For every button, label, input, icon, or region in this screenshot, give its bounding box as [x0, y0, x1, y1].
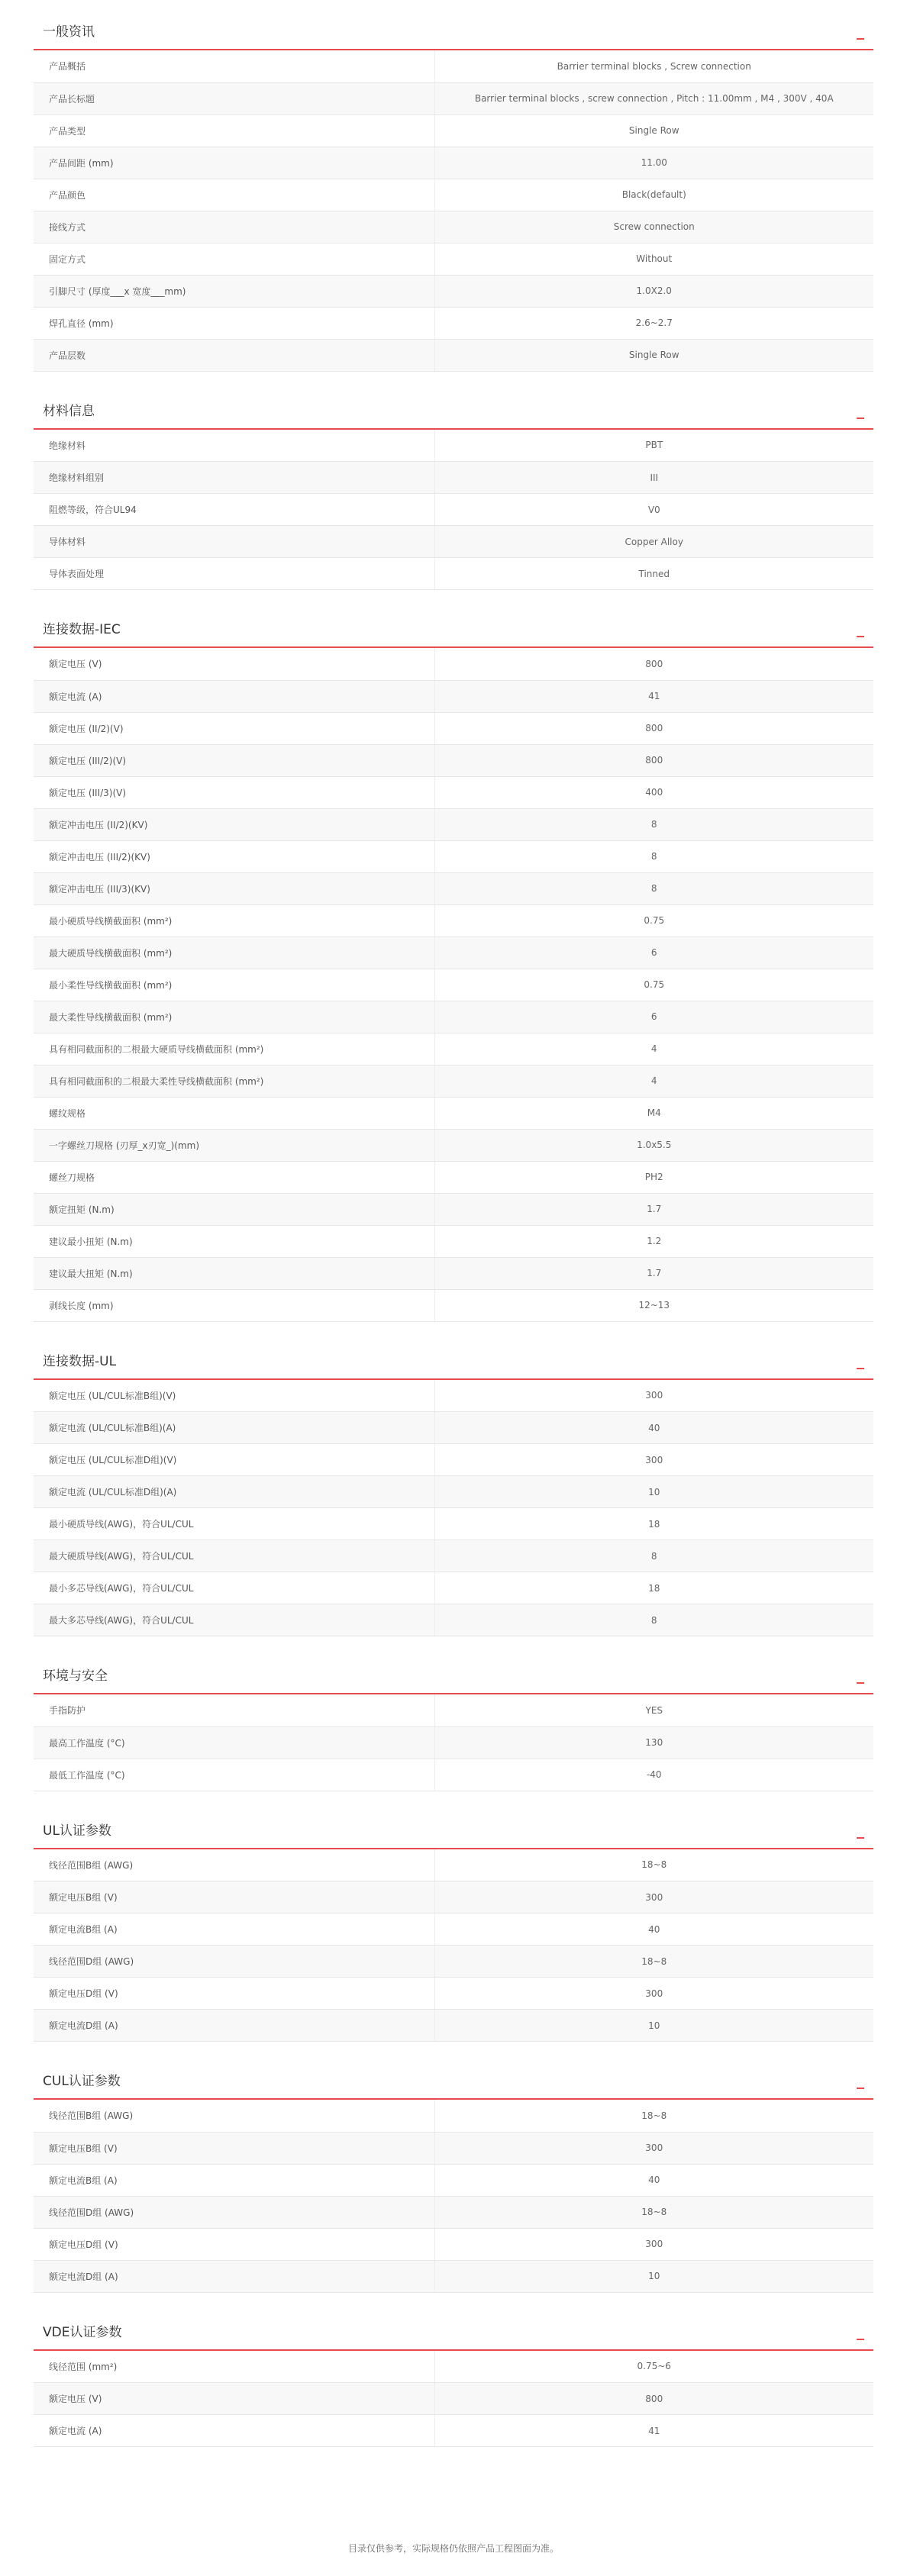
- table-row: [34, 1097, 873, 1129]
- spec-table: [34, 1694, 873, 1791]
- table-row: [34, 1978, 873, 2010]
- spec-value: 8: [434, 808, 873, 840]
- spec-value: -40: [434, 1759, 873, 1791]
- table-row: [34, 1001, 873, 1033]
- spec-label: 引脚尺寸 (厚度___x 宽度___mm): [34, 275, 434, 307]
- collapse-minus-icon[interactable]: [857, 38, 864, 40]
- spec-label: 固定方式: [34, 243, 434, 275]
- spec-label: 导体材料: [34, 526, 434, 558]
- spec-label: 最小硬质导线横截面积 (mm²): [34, 904, 434, 937]
- table-row: [34, 147, 873, 179]
- table-row: [34, 1193, 873, 1225]
- spec-value: 18~8: [434, 1946, 873, 1978]
- spec-label: 建议最小扭矩 (N.m): [34, 1225, 434, 1257]
- table-row: [34, 494, 873, 526]
- table-row: [34, 50, 873, 82]
- spec-value: 2.6~2.7: [434, 307, 873, 339]
- spec-value: 1.7: [434, 1257, 873, 1289]
- spec-value: 41: [434, 680, 873, 712]
- spec-value: 800: [434, 744, 873, 776]
- table-row: [34, 2351, 873, 2383]
- spec-label: 具有相同截面积的二根最大硬质导线横截面积 (mm²): [34, 1033, 434, 1065]
- table-row: [34, 1257, 873, 1289]
- spec-label: 产品概括: [34, 50, 434, 82]
- spec-value: 40: [434, 2164, 873, 2196]
- spec-label: 额定电流 (UL/CUL标准B组)(A): [34, 1412, 434, 1444]
- spec-label: 焊孔直径 (mm): [34, 307, 434, 339]
- table-row: [34, 2415, 873, 2447]
- spec-label: 产品类型: [34, 114, 434, 147]
- spec-label: 具有相同截面积的二根最大柔性导线横截面积 (mm²): [34, 1065, 434, 1097]
- section-title: VDE认证参数: [43, 2324, 122, 2340]
- spec-value: Single Row: [434, 339, 873, 371]
- section-title: 连接数据-UL: [43, 1353, 117, 1369]
- spec-label: 最小硬质导线(AWG)，符合UL/CUL: [34, 1508, 434, 1540]
- spec-value: YES: [434, 1694, 873, 1726]
- spec-value: Without: [434, 243, 873, 275]
- spec-label: 额定冲击电压 (III/3)(KV): [34, 872, 434, 904]
- section-title: 材料信息: [43, 403, 95, 419]
- section-header[interactable]: [34, 393, 873, 430]
- section-header[interactable]: [34, 1813, 873, 1849]
- spec-section: [34, 1658, 873, 1791]
- spec-label: 额定电压B组 (V): [34, 2132, 434, 2164]
- spec-table: [34, 50, 873, 372]
- spec-label: 额定电压 (V): [34, 2383, 434, 2415]
- spec-value: Copper Alloy: [434, 526, 873, 558]
- spec-label: 线径范围D组 (AWG): [34, 2196, 434, 2228]
- spec-value: 130: [434, 1726, 873, 1759]
- table-row: [34, 526, 873, 558]
- table-row: [34, 1289, 873, 1321]
- spec-value: 300: [434, 1978, 873, 2010]
- footer-note: 目录仅供参考，实际规格仍依照产品工程图面为准。: [347, 2543, 559, 2554]
- table-row: [34, 1946, 873, 1978]
- spec-value: III: [434, 462, 873, 494]
- table-row: [34, 339, 873, 371]
- section-title: 连接数据-IEC: [43, 622, 121, 637]
- table-row: [34, 1476, 873, 1508]
- spec-label: 产品长标题: [34, 82, 434, 114]
- table-row: [34, 1225, 873, 1257]
- spec-value: 12~13: [434, 1289, 873, 1321]
- spec-label: 额定电流D组 (A): [34, 2010, 434, 2042]
- spec-label: 手指防护: [34, 1694, 434, 1726]
- spec-value: V0: [434, 494, 873, 526]
- section-header[interactable]: [34, 2314, 873, 2351]
- table-row: [34, 2100, 873, 2132]
- spec-value: 300: [434, 2228, 873, 2260]
- spec-value: 18: [434, 1572, 873, 1604]
- spec-value: 8: [434, 1604, 873, 1636]
- table-row: [34, 904, 873, 937]
- section-header[interactable]: [34, 611, 873, 648]
- spec-value: 4: [434, 1033, 873, 1065]
- spec-value: 40: [434, 1913, 873, 1946]
- spec-label: 额定电流B组 (A): [34, 1913, 434, 1946]
- table-row: [34, 1913, 873, 1946]
- table-row: [34, 680, 873, 712]
- spec-label: 产品间距 (mm): [34, 147, 434, 179]
- spec-value: 1.0x5.5: [434, 1129, 873, 1161]
- table-row: [34, 211, 873, 243]
- table-row: [34, 1849, 873, 1881]
- spec-label: 最大硬质导线(AWG)，符合UL/CUL: [34, 1540, 434, 1572]
- table-row: [34, 840, 873, 872]
- spec-value: Tinned: [434, 558, 873, 590]
- spec-label: 螺丝刀规格: [34, 1161, 434, 1193]
- spec-label: 最低工作温度 (°C): [34, 1759, 434, 1791]
- spec-label: 最大多芯导线(AWG)，符合UL/CUL: [34, 1604, 434, 1636]
- spec-label: 导体表面处理: [34, 558, 434, 590]
- table-row: [34, 1033, 873, 1065]
- table-row: [34, 1065, 873, 1097]
- spec-value: 8: [434, 840, 873, 872]
- table-row: [34, 2383, 873, 2415]
- table-row: [34, 1540, 873, 1572]
- table-row: [34, 872, 873, 904]
- section-title: 环境与安全: [43, 1668, 108, 1684]
- spec-label: 额定电压 (II/2)(V): [34, 712, 434, 744]
- spec-value: 10: [434, 2260, 873, 2292]
- spec-value: 6: [434, 937, 873, 969]
- spec-section: [34, 2063, 873, 2293]
- spec-label: 产品层数: [34, 339, 434, 371]
- spec-value: 18~8: [434, 2100, 873, 2132]
- spec-value: 8: [434, 872, 873, 904]
- table-row: [34, 1881, 873, 1913]
- spec-label: 一字螺丝刀规格 (刃厚_x刃宽_)(mm): [34, 1129, 434, 1161]
- table-row: [34, 1572, 873, 1604]
- collapse-minus-icon[interactable]: [857, 1837, 864, 1839]
- table-row: [34, 179, 873, 211]
- spec-label: 产品颜色: [34, 179, 434, 211]
- spec-label: 最大柔性导线横截面积 (mm²): [34, 1001, 434, 1033]
- spec-value: 40: [434, 1412, 873, 1444]
- spec-section: [34, 1813, 873, 2042]
- collapse-minus-icon[interactable]: [857, 418, 864, 419]
- section-header[interactable]: [34, 2063, 873, 2100]
- table-row: [34, 82, 873, 114]
- spec-label: 剥线长度 (mm): [34, 1289, 434, 1321]
- spec-label: 最高工作温度 (°C): [34, 1726, 434, 1759]
- spec-section: [34, 393, 873, 591]
- spec-value: 800: [434, 2383, 873, 2415]
- spec-label: 额定电压 (III/3)(V): [34, 776, 434, 808]
- spec-value: 0.75: [434, 904, 873, 937]
- spec-table: [34, 1380, 873, 1637]
- spec-value: 1.7: [434, 1193, 873, 1225]
- spec-label: 最小柔性导线横截面积 (mm²): [34, 969, 434, 1001]
- spec-value: Barrier terminal blocks , Screw connection: [434, 50, 873, 82]
- spec-value: 18: [434, 1508, 873, 1540]
- spec-value: 1.2: [434, 1225, 873, 1257]
- spec-value: Black(default): [434, 179, 873, 211]
- spec-table: [34, 430, 873, 591]
- section-title: CUL认证参数: [43, 2074, 121, 2089]
- table-row: [34, 744, 873, 776]
- spec-value: PBT: [434, 430, 873, 462]
- spec-value: 300: [434, 2132, 873, 2164]
- spec-section: [34, 611, 873, 1322]
- spec-value: M4: [434, 1097, 873, 1129]
- spec-value: 800: [434, 648, 873, 680]
- table-row: [34, 275, 873, 307]
- spec-table: [34, 2351, 873, 2448]
- table-row: [34, 969, 873, 1001]
- spec-value: 11.00: [434, 147, 873, 179]
- spec-sections: [0, 14, 907, 2447]
- table-row: [34, 1508, 873, 1540]
- spec-value: 300: [434, 1380, 873, 1412]
- spec-value: PH2: [434, 1161, 873, 1193]
- spec-value: Single Row: [434, 114, 873, 147]
- table-row: [34, 243, 873, 275]
- spec-value: 41: [434, 2415, 873, 2447]
- spec-value: 0.75: [434, 969, 873, 1001]
- spec-label: 额定冲击电压 (III/2)(KV): [34, 840, 434, 872]
- collapse-minus-icon[interactable]: [857, 1368, 864, 1369]
- spec-label: 额定电流D组 (A): [34, 2260, 434, 2292]
- table-row: [34, 2010, 873, 2042]
- table-row: [34, 2228, 873, 2260]
- table-row: [34, 2196, 873, 2228]
- section-header[interactable]: [34, 1343, 873, 1380]
- spec-label: 线径范围 (mm²): [34, 2351, 434, 2383]
- spec-value: 300: [434, 1881, 873, 1913]
- spec-value: 400: [434, 776, 873, 808]
- table-row: [34, 430, 873, 462]
- spec-label: 额定电流B组 (A): [34, 2164, 434, 2196]
- spec-label: 额定电压B组 (V): [34, 1881, 434, 1913]
- table-row: [34, 1380, 873, 1412]
- spec-value: 0.75~6: [434, 2351, 873, 2383]
- spec-value: 6: [434, 1001, 873, 1033]
- spec-label: 额定电流 (A): [34, 2415, 434, 2447]
- table-row: [34, 2132, 873, 2164]
- section-title: 一般资讯: [43, 24, 95, 40]
- table-row: [34, 2164, 873, 2196]
- table-row: [34, 1161, 873, 1193]
- spec-value: 18~8: [434, 2196, 873, 2228]
- spec-label: 线径范围B组 (AWG): [34, 2100, 434, 2132]
- table-row: [34, 114, 873, 147]
- spec-label: 额定电压 (UL/CUL标准D组)(V): [34, 1444, 434, 1476]
- spec-label: 建议最大扭矩 (N.m): [34, 1257, 434, 1289]
- spec-label: 额定电流 (UL/CUL标准D组)(A): [34, 1476, 434, 1508]
- spec-value: 4: [434, 1065, 873, 1097]
- spec-label: 线径范围D组 (AWG): [34, 1946, 434, 1978]
- table-row: [34, 1694, 873, 1726]
- table-row: [34, 937, 873, 969]
- spec-label: 额定电压 (UL/CUL标准B组)(V): [34, 1380, 434, 1412]
- spec-label: 额定电流 (A): [34, 680, 434, 712]
- spec-label: 额定电压D组 (V): [34, 2228, 434, 2260]
- table-row: [34, 1604, 873, 1636]
- table-row: [34, 307, 873, 339]
- spec-value: Screw connection: [434, 211, 873, 243]
- spec-value: Barrier terminal blocks , screw connection , Pitch : 11.00mm , M4 , 300V , 40A: [434, 82, 873, 114]
- spec-value: 18~8: [434, 1849, 873, 1881]
- spec-value: 800: [434, 712, 873, 744]
- spec-label: 最小多芯导线(AWG)，符合UL/CUL: [34, 1572, 434, 1604]
- spec-table: [34, 648, 873, 1322]
- spec-table: [34, 1849, 873, 2042]
- spec-label: 额定电压 (V): [34, 648, 434, 680]
- spec-label: 绝缘材料: [34, 430, 434, 462]
- spec-label: 最大硬质导线横截面积 (mm²): [34, 937, 434, 969]
- table-row: [34, 1129, 873, 1161]
- spec-value: 10: [434, 2010, 873, 2042]
- spec-section: [34, 1343, 873, 1637]
- collapse-minus-icon[interactable]: [857, 2339, 864, 2340]
- spec-label: 额定电压D组 (V): [34, 1978, 434, 2010]
- table-row: [34, 648, 873, 680]
- table-row: [34, 1412, 873, 1444]
- section-header[interactable]: [34, 14, 873, 50]
- collapse-minus-icon[interactable]: [857, 636, 864, 637]
- table-row: [34, 808, 873, 840]
- table-row: [34, 1444, 873, 1476]
- spec-section: [34, 14, 873, 372]
- spec-value: 10: [434, 1476, 873, 1508]
- table-row: [34, 462, 873, 494]
- table-row: [34, 558, 873, 590]
- spec-label: 阻燃等级，符合UL94: [34, 494, 434, 526]
- spec-value: 300: [434, 1444, 873, 1476]
- spec-value: 1.0X2.0: [434, 275, 873, 307]
- spec-section: [34, 2314, 873, 2448]
- spec-label: 额定扭矩 (N.m): [34, 1193, 434, 1225]
- spec-label: 绝缘材料组别: [34, 462, 434, 494]
- spec-label: 螺纹规格: [34, 1097, 434, 1129]
- spec-label: 额定电压 (III/2)(V): [34, 744, 434, 776]
- table-row: [34, 1759, 873, 1791]
- spec-label: 额定冲击电压 (II/2)(KV): [34, 808, 434, 840]
- table-row: [34, 776, 873, 808]
- table-row: [34, 712, 873, 744]
- section-header[interactable]: [34, 1658, 873, 1694]
- table-row: [34, 1726, 873, 1759]
- section-title: UL认证参数: [43, 1823, 111, 1839]
- spec-value: 8: [434, 1540, 873, 1572]
- spec-table: [34, 2100, 873, 2293]
- spec-label: 接线方式: [34, 211, 434, 243]
- table-row: [34, 2260, 873, 2292]
- collapse-minus-icon[interactable]: [857, 1682, 864, 1684]
- spec-label: 线径范围B组 (AWG): [34, 1849, 434, 1881]
- collapse-minus-icon[interactable]: [857, 2088, 864, 2089]
